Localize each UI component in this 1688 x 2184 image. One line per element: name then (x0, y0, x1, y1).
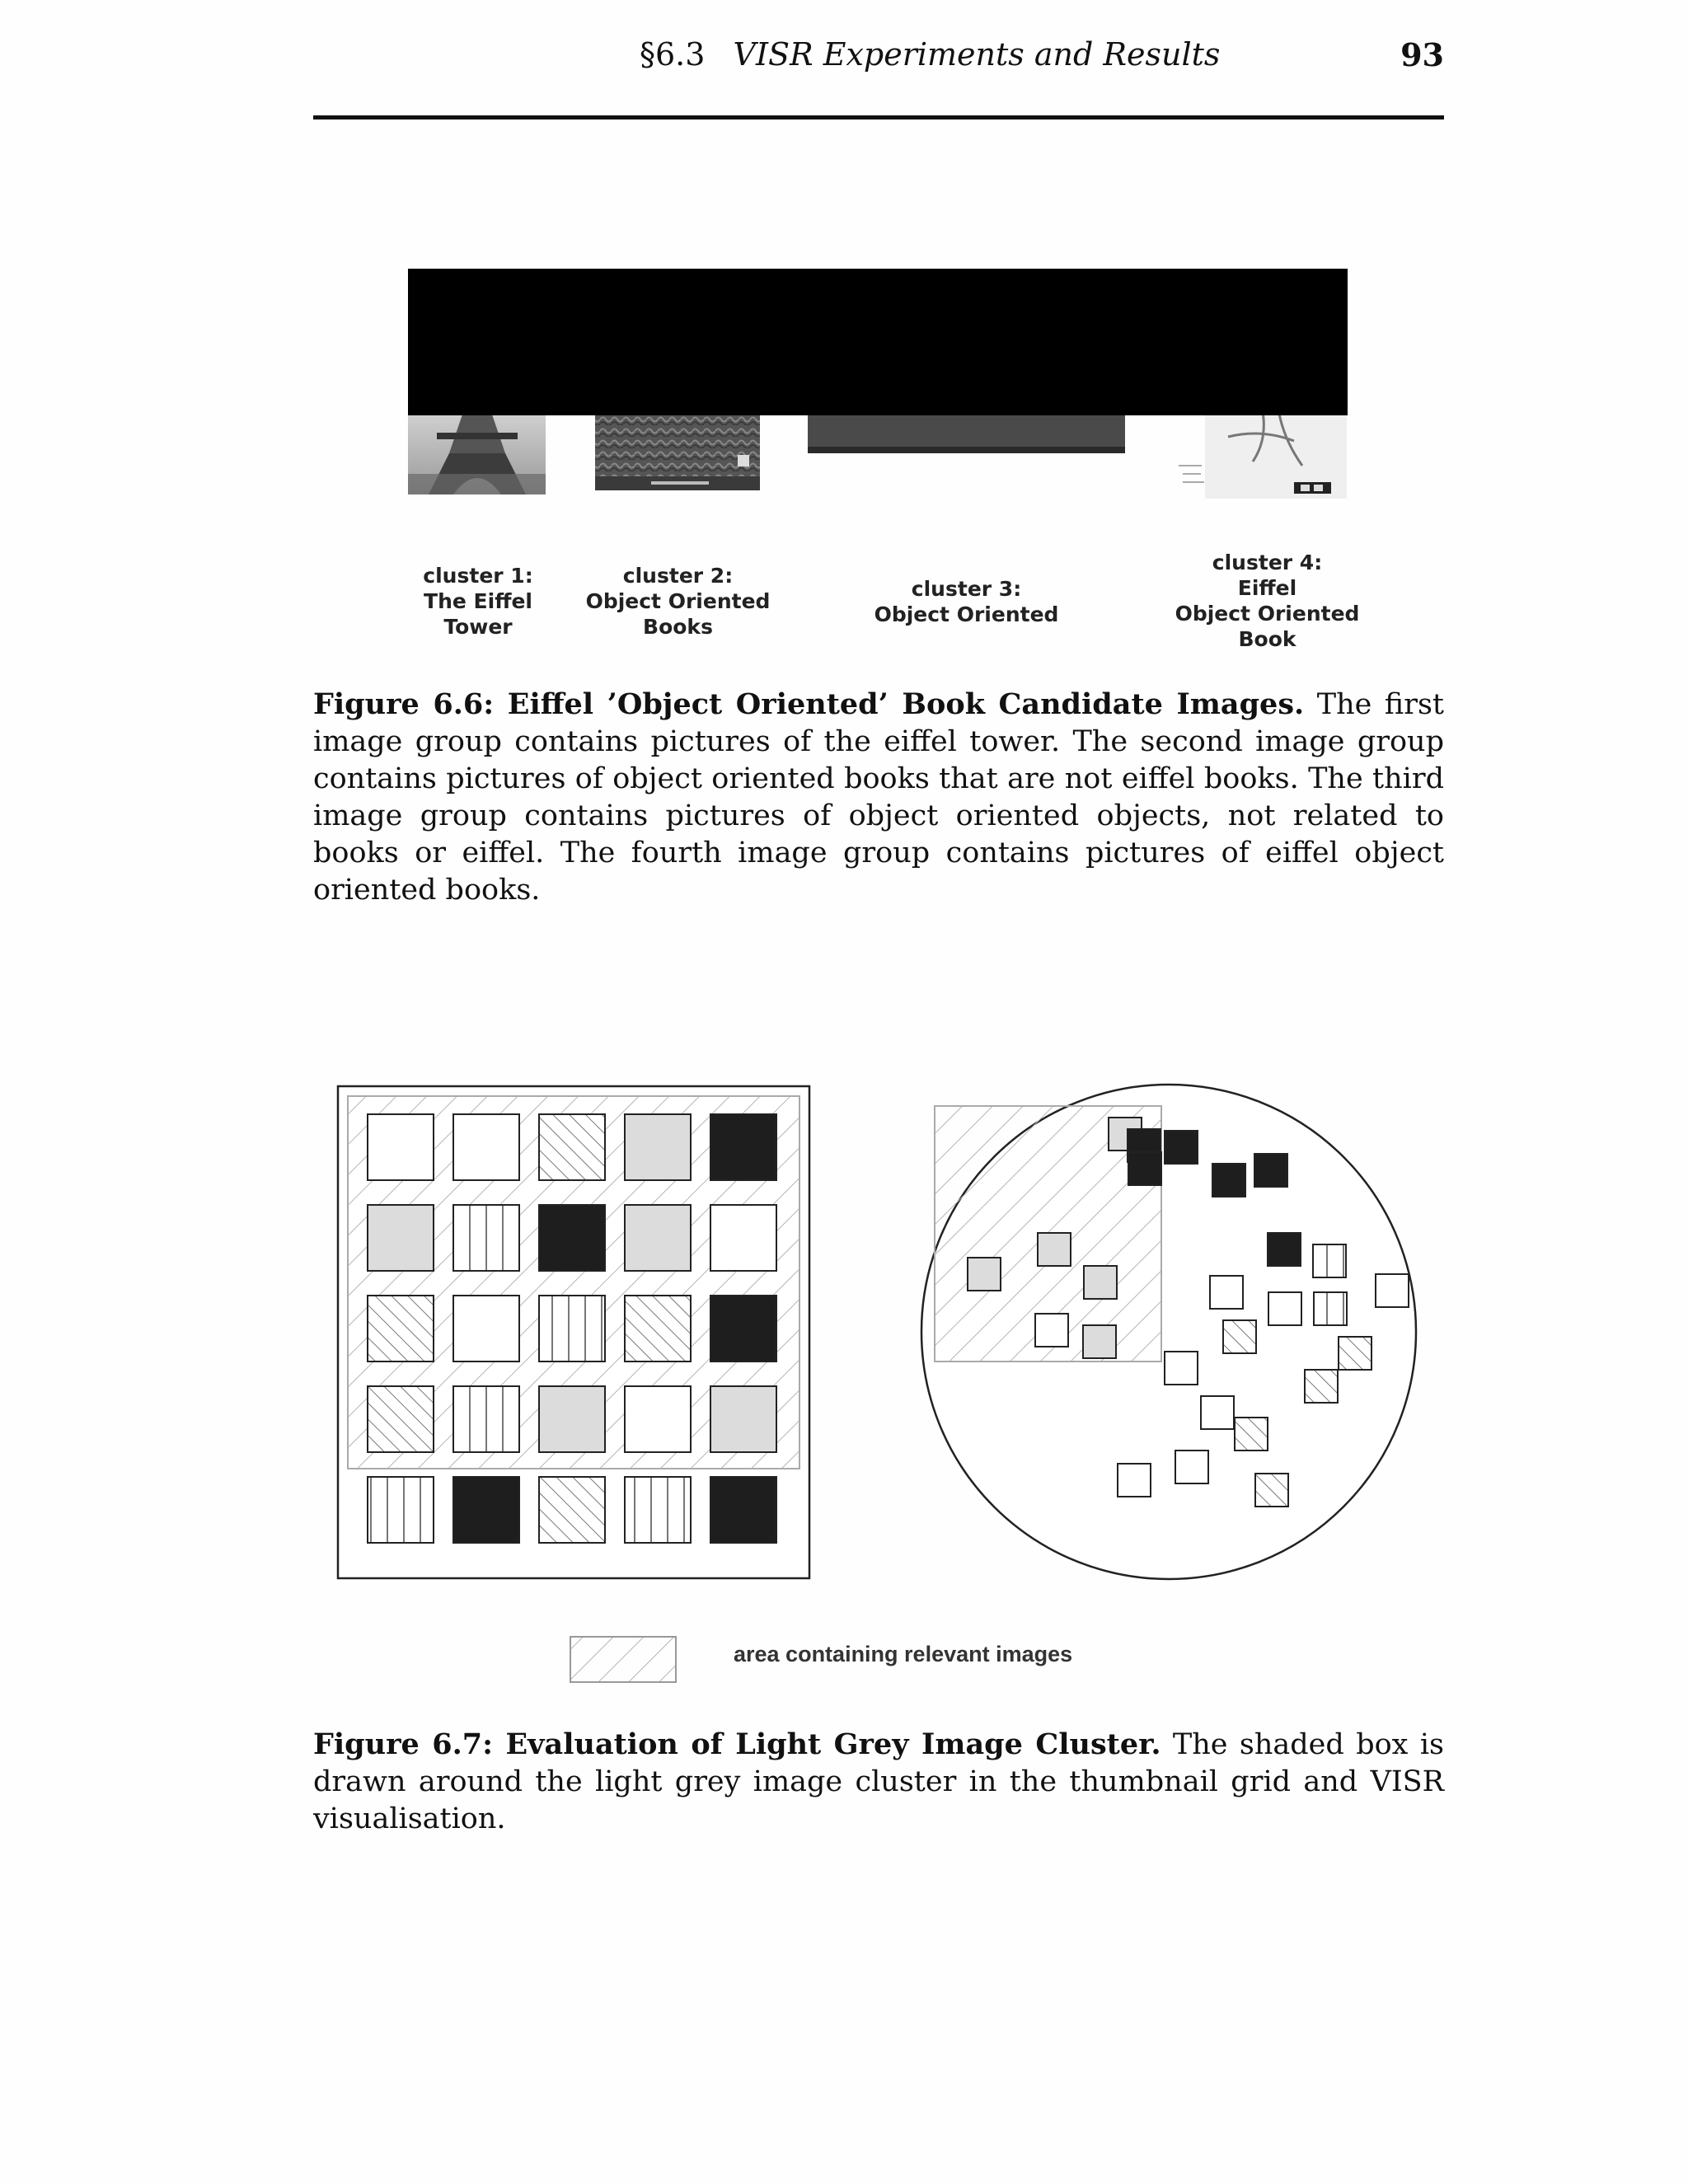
cluster-label-line: Object Oriented (1175, 602, 1360, 626)
caption-label: Figure 6.6: Eiffel ’Object Oriented’ Book Candidate Images. (313, 687, 1305, 721)
thumbnail-diag (1339, 1337, 1372, 1370)
thumbnail-white (1175, 1451, 1208, 1483)
caption-text: The shaded box is drawn around the light grey image cluster in the thumbnail grid and VISR visualisation. (313, 1728, 1444, 1835)
section-title: VISR Experiments and Results (733, 36, 1221, 73)
thumbnail-grey (968, 1258, 1001, 1291)
header-rule (313, 115, 1444, 120)
figure-6-6-images (404, 264, 1352, 527)
thumbnail-black (710, 1114, 776, 1180)
thumbnail-vert (1314, 1292, 1347, 1325)
thumbnail-black (1212, 1164, 1245, 1197)
thumbnail-white (1376, 1274, 1409, 1307)
cluster-label-4 (1166, 550, 1368, 652)
thumbnail-black (453, 1477, 519, 1543)
thumbnail-grey (625, 1114, 691, 1180)
thumbnail-white (1201, 1396, 1234, 1429)
thumbnail-vert (453, 1386, 519, 1452)
thumbnail-diag (1223, 1320, 1256, 1353)
thumbnail-black (710, 1296, 776, 1361)
thumbnail-diag (368, 1386, 434, 1452)
thumbnail-white (1210, 1276, 1243, 1309)
legend-label: area containing relevant images (734, 1642, 1073, 1666)
cluster-label-2 (577, 563, 779, 640)
running-head (640, 36, 1220, 73)
thumbnail-white (368, 1114, 434, 1180)
thumbnail-grey (539, 1386, 605, 1452)
thumbnail-vert (368, 1477, 434, 1543)
thumbnail-black (1128, 1152, 1161, 1185)
thumbnail-white (710, 1205, 776, 1271)
thumbnail-grey (1083, 1325, 1116, 1358)
thumbnail-white (453, 1296, 519, 1361)
caption-label: Figure 6.7: Evaluation of Light Grey Image Cluster. (313, 1727, 1161, 1761)
thumbnail-white (1165, 1352, 1198, 1385)
figure-6-6-caption (313, 686, 1444, 909)
thumbnail-black (710, 1477, 776, 1543)
thumbnail-diag (539, 1114, 605, 1180)
thumbnail-white (625, 1386, 691, 1452)
thumbnail-vert (453, 1205, 519, 1271)
figure-6-7-caption (313, 1726, 1444, 1838)
thumbnail-grey (625, 1205, 691, 1271)
thumbnail-diag (1305, 1370, 1338, 1403)
thumbnail-white (1268, 1292, 1301, 1325)
cluster-label-line: Object Oriented (874, 602, 1059, 626)
cluster-label-line: cluster 4: (1212, 551, 1323, 574)
thumbnail-white (1035, 1314, 1068, 1347)
caption-text: The first image group contains pictures of the eiffel tower. The second image group contains pictures of object oriented books that are not eiffel books. The third image group contains pictures of object oriented objects, not related to books or eiffel. The fourth image group contains pictures of eiffel object oriented books. (313, 688, 1445, 907)
thumbnail-white (1118, 1464, 1151, 1497)
cluster-label-line: Eiffel (1237, 576, 1297, 600)
thumbnail-grey (1084, 1266, 1117, 1299)
cluster-label-line: Book (1238, 627, 1296, 651)
cluster-label-1 (396, 563, 560, 640)
thumbnail-grey (710, 1386, 776, 1452)
thumbnail-black (539, 1205, 605, 1271)
thumbnail-vert (1313, 1244, 1346, 1277)
thumbnail-diag (368, 1296, 434, 1361)
thumbnail-black (1254, 1154, 1287, 1187)
cluster-label-line: cluster 3: (911, 577, 1022, 601)
cluster-label-line: Object Oriented (585, 589, 771, 613)
thumbnail-diag (1235, 1418, 1268, 1451)
cluster-label-line: Books (643, 615, 713, 639)
cluster-label-line: cluster 2: (622, 564, 734, 588)
thumbnail-vert (625, 1477, 691, 1543)
thumbnail-grey (1038, 1233, 1071, 1266)
thumbnail-white (453, 1114, 519, 1180)
thumbnail-diag (625, 1296, 691, 1361)
page-header (313, 26, 1444, 117)
page-number: 93 (1400, 36, 1444, 73)
thumbnail-black (1268, 1233, 1301, 1266)
section-number: §6.3 (640, 36, 706, 73)
thumbnail-grey (368, 1205, 434, 1271)
cluster-label-line: The Eiffel (424, 589, 532, 613)
thumbnail-diag (539, 1477, 605, 1543)
legend-swatch (570, 1637, 676, 1682)
figure-6-7-diagram (330, 1071, 1434, 1698)
thumbnail-diag (1255, 1474, 1288, 1507)
cluster-label-3 (865, 576, 1067, 627)
cluster-label-line: Tower (443, 615, 513, 639)
cluster-label-line: cluster 1: (423, 564, 533, 588)
redaction-bar (408, 269, 1348, 415)
thumbnail-black (1165, 1131, 1198, 1164)
thumbnail-vert (539, 1296, 605, 1361)
